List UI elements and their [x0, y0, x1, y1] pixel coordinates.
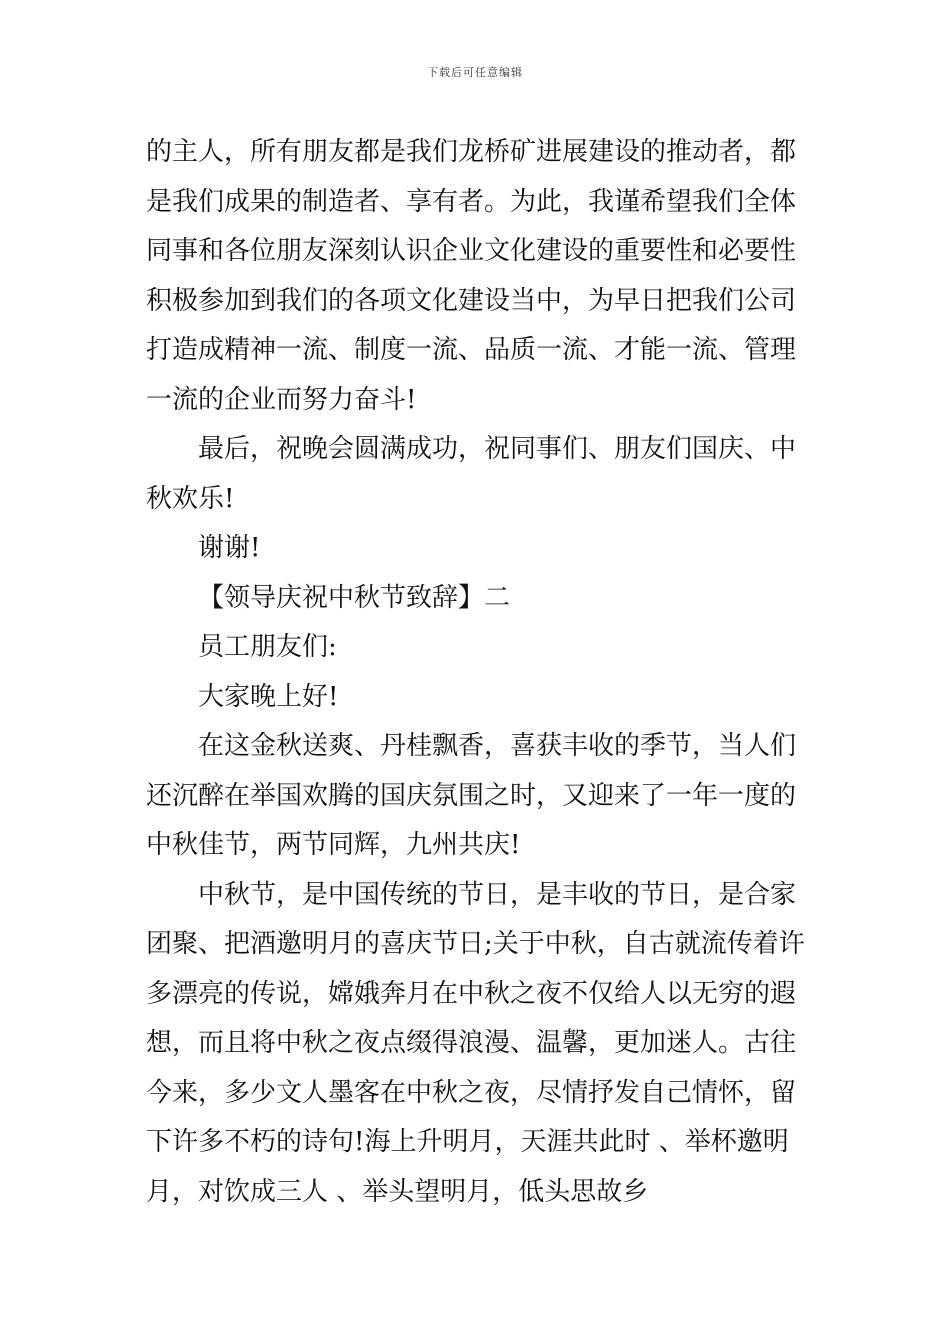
text-line: 月，对饮成三人 、举头望明月，低头思故乡	[146, 1176, 649, 1207]
text-line: 下许多不朽的诗句!海上升明月，天涯共此时 、举杯邀明	[146, 1127, 789, 1157]
text-line: 中秋节，是中国传统的节日，是丰收的节日，是合家	[198, 879, 797, 910]
text-line: 想，而且将中秋之夜点缀得浪漫、温馨，更加迷人。古往	[146, 1028, 797, 1058]
text-line: 最后，祝晚会圆满成功，祝同事们、朋友们国庆、中	[198, 434, 797, 464]
document-body	[146, 128, 806, 1217]
text-line: 在这金秋送爽、丹桂飘香，喜获丰收的季节，当人们	[198, 731, 797, 761]
header-note: 下载后可任意编辑	[427, 66, 523, 79]
text-line: 积极参加到我们的各项文化建设当中，为早日把我们公司	[146, 285, 797, 316]
greeting: 大家晚上好!	[198, 681, 339, 712]
text-line: 谢谢!	[198, 533, 261, 563]
text-line: 秋欢乐!	[146, 483, 235, 514]
text-line: 是我们成果的制造者、享有者。为此，我谨希望我们全体	[146, 186, 797, 217]
text-line: 还沉醉在举国欢腾的国庆氛围之时，又迎来了一年一度的	[146, 780, 797, 811]
text-line: 多漂亮的传说，嫦娥奔月在中秋之夜不仅给人以无穷的遐	[146, 978, 797, 1009]
text-line: 打造成精神一流、制度一流、品质一流、才能一流、管理	[146, 335, 797, 365]
section-heading: 【领导庆祝中秋节致辞】二	[198, 582, 511, 613]
text-line: 同事和各位朋友深刻认识企业文化建设的重要性和必要性	[146, 236, 797, 266]
text-line: 的主人，所有朋友都是我们龙桥矿进展建设的推动者，都	[146, 137, 797, 167]
text-line: 中秋佳节，两节同辉，九州共庆!	[146, 830, 521, 860]
text-line: 一流的企业而努力奋斗!	[146, 384, 417, 415]
salutation: 员工朋友们:	[198, 632, 337, 662]
text-line: 团聚、把酒邀明月的喜庆节日;关于中秋，自古就流传着许	[146, 929, 805, 959]
text-line: 今来，多少文人墨客在中秋之夜，尽情抒发自己情怀，留	[146, 1077, 797, 1108]
